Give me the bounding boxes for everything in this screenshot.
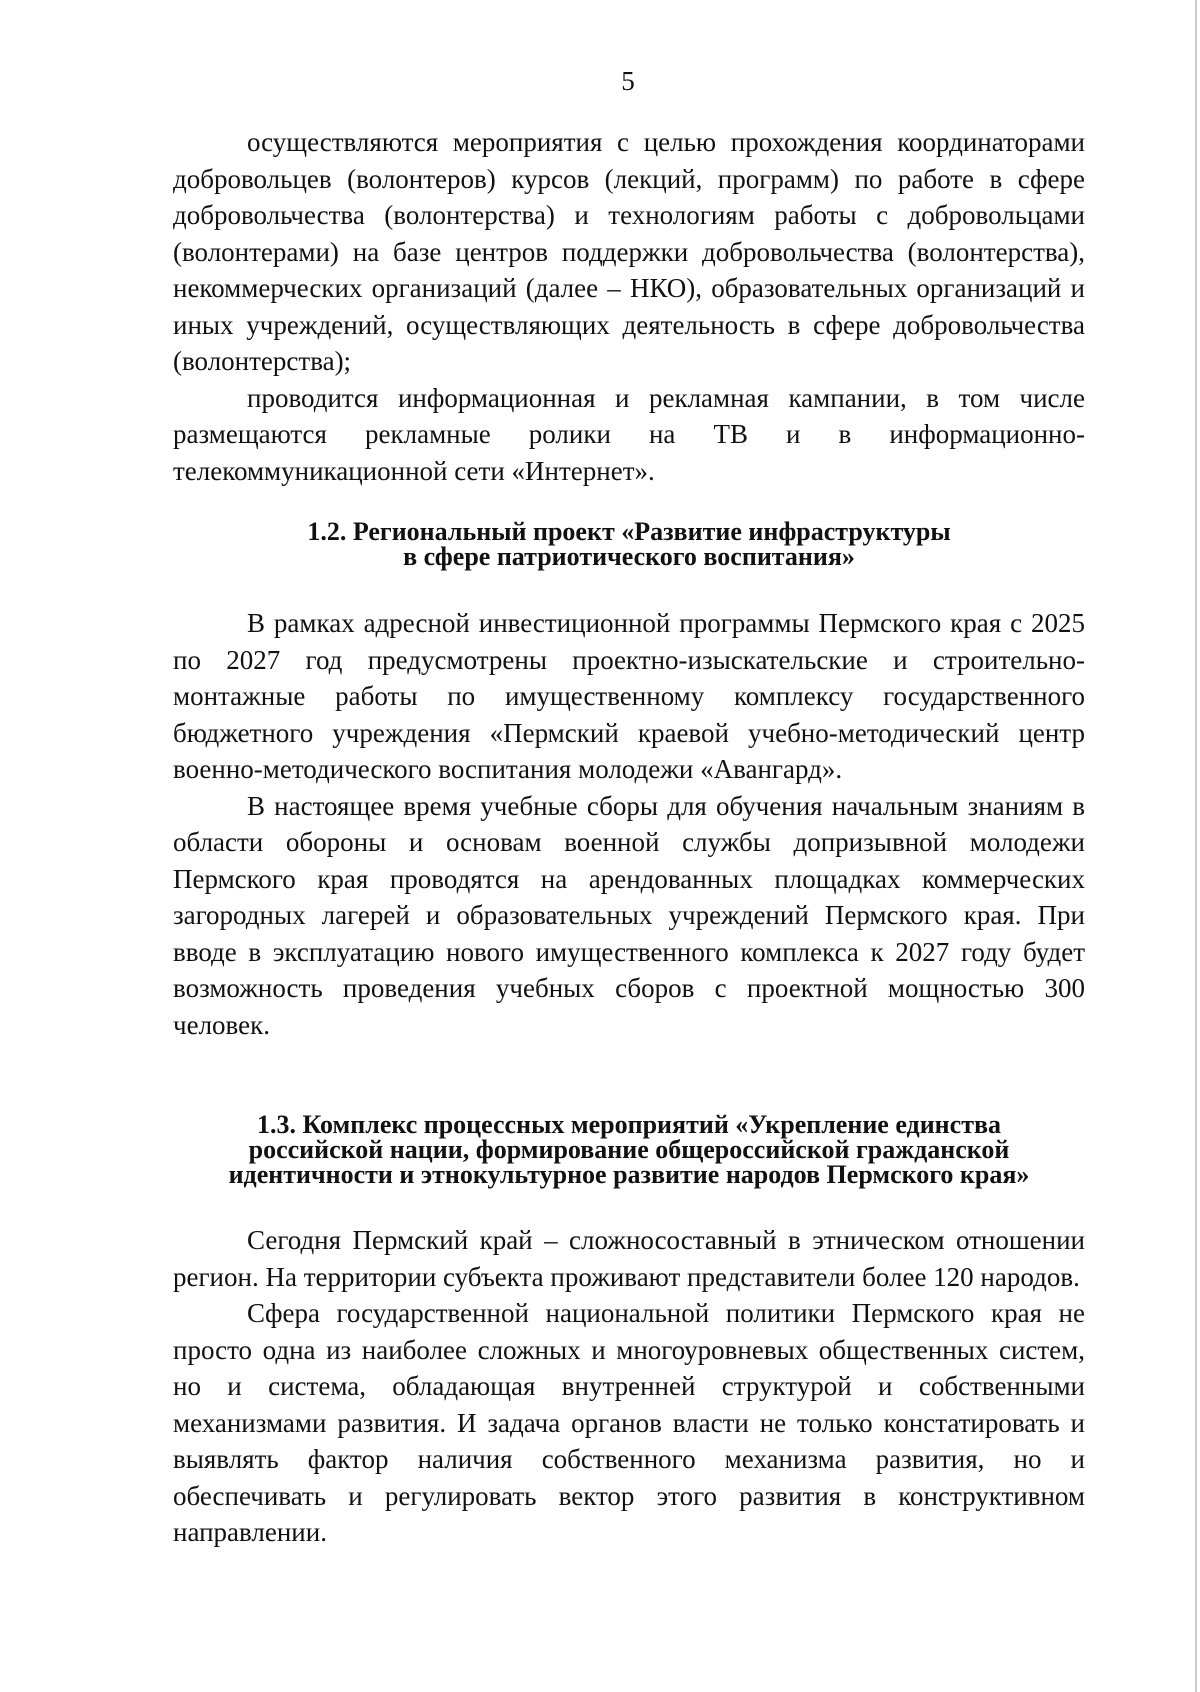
heading-line: 1.2. Региональный проект «Развитие инфраструктуры xyxy=(307,517,951,546)
heading-line: 1.3. Комплекс процессных мероприятий «Укрепление единства xyxy=(256,1110,1002,1139)
section-1-2-text xyxy=(173,605,1085,1043)
paragraph: Сфера государственной национальной политики Пермского края не просто одна из наиболее сложных и многоуровневых общественных систем, но и система, обладающая внутренней структурой и собственными механизмами развития. И задача органов власти не только констатировать и выявлять фактор наличия собственного механизма развития, но и обеспечивать и регулировать вектор этого развития в конструктивном направлении. xyxy=(173,1298,1085,1547)
paragraph: осуществляются мероприятия с целью прохождения координаторами добровольцев (волонтеров) курсов (лекций, программ) по работе в сфере добровольчества (волонтерства) и технологиям работы с добровольцами (волонтерами) на базе центров поддержки добровольчества (волонтерства), некоммерческих организаций (далее – НКО), образовательных организаций и иных учреждений, осуществляющих деятельность в сфере добровольчества (волонтерства); xyxy=(173,127,1085,376)
paragraph: В рамках адресной инвестиционной программы Пермского края с 2025 по 2027 год предусмотрены проектно-изыскательские и строительно-монтажные работы по имущественному комплексу государственного бюджетного учреждения «Пермский краевой учебно-методический центр военно-методического воспитания молодежи «Авангард». xyxy=(173,608,1085,784)
section-1-3-text xyxy=(173,1222,1085,1551)
heading-line: российской нации, формирование общероссийской гражданской xyxy=(248,1135,1010,1164)
intro-text xyxy=(173,124,1085,489)
paragraph: проводится информационная и рекламная кампании, в том числе размещаются рекламные ролики на ТВ и в информационно-телекоммуникационной сети «Интернет». xyxy=(173,382,1085,486)
paragraph: В настоящее время учебные сборы для обучения начальным знаниям в области обороны и основам военной службы допризывной молодежи Пермского края проводятся на арендованных площадках коммерческих загородных лагерей и образовательных учреждений Пермского края. При вводе в эксплуатацию нового имущественного комплекса к 2027 году будет возможность проведения учебных сборов с проектной мощностью 300 человек. xyxy=(173,790,1085,1040)
scan-edge-line xyxy=(1195,0,1197,1692)
section-heading-1-2 xyxy=(173,519,1085,569)
section-heading-1-3 xyxy=(173,1112,1085,1187)
heading-line: идентичности и этнокультурное развитие народов Пермского края» xyxy=(228,1160,1030,1189)
paragraph: Сегодня Пермский край – сложносоставный в этническом отношении регион. На территории субъекта проживают представители более 120 народов. xyxy=(173,1225,1085,1292)
page-number: 5 xyxy=(621,66,635,96)
heading-line: в сфере патриотического воспитания» xyxy=(403,542,855,571)
